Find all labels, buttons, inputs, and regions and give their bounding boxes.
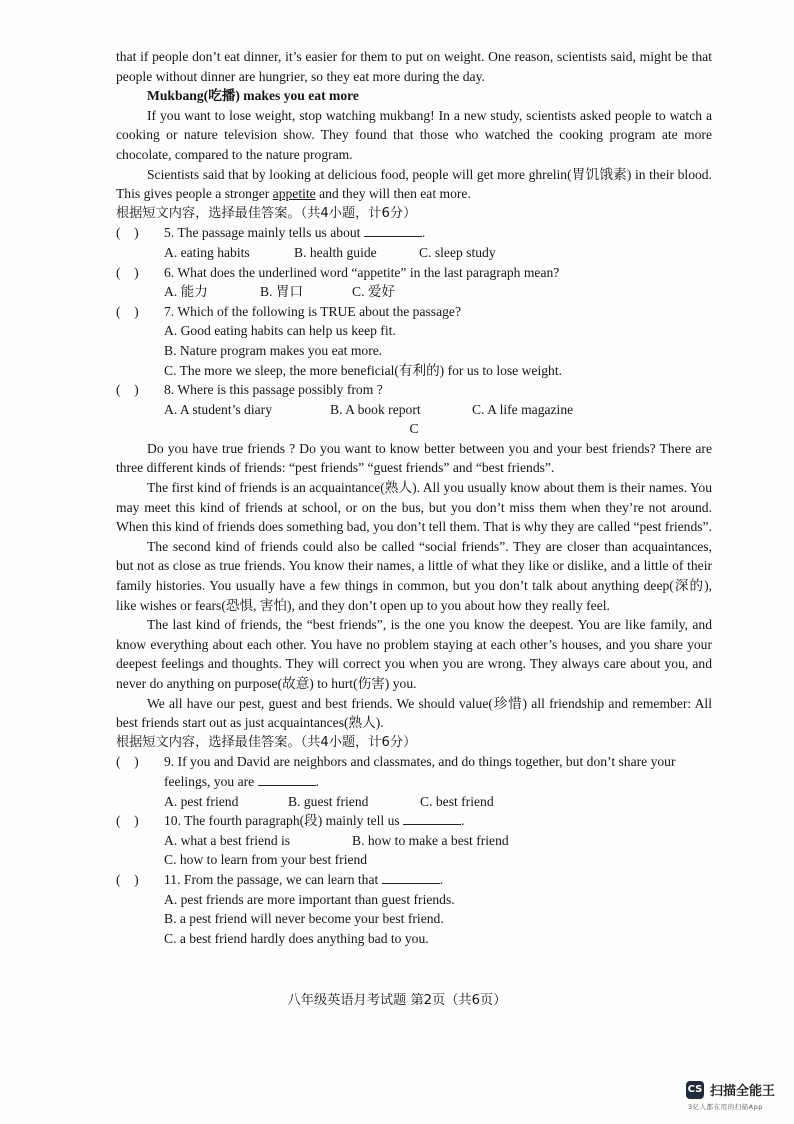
- question-stem: 8. Where is this passage possibly from ?: [164, 382, 383, 398]
- passage-c-paragraph-5: We all have our pest, guest and best friends. We should value(珍惜) all friendship and remember: All best friends start out as just acquaintances(熟人).: [116, 695, 712, 731]
- question-10: [116, 811, 712, 870]
- passage-c-paragraph-3: The second kind of friends could also be called “social friends”. They are closer than acquaintances, but not as close as true friends. You know their names, a little of what they like or dislike, and a little of their family histories. You usually have a few things in common, but you don’t talk about anything deep(深的), like wishes or fears(恐惧, 害怕), and they don’t open up to you about how they really feel.: [116, 538, 712, 613]
- option-a: A. pest friends are more important than guest friends.: [164, 891, 455, 907]
- question-7: [116, 302, 712, 380]
- passage-b-heading: Mukbang(吃播) makes you eat more: [147, 88, 359, 104]
- option-c: C. A life magazine: [472, 401, 574, 417]
- page-footer: 八年级英语月考试题 第2页（共6页）: [287, 993, 507, 1008]
- answer-paren[interactable]: ( ): [116, 754, 139, 770]
- option-c: C. 爱好: [352, 284, 396, 300]
- passage-c-paragraph-2: The first kind of friends is an acquaintance(熟人). All you usually know about them is their names. You may meet this kind of friends at school, or on the bus, but you don’t miss them when they’re not around. When this kind of friends does something bad, you don’t tell them. That is why they are called “pest friends”.: [116, 480, 712, 535]
- cs-logo-icon: CS: [686, 1081, 704, 1099]
- option-a: A. 能力: [164, 284, 208, 300]
- option-a: A. eating habits: [164, 244, 250, 260]
- passage-c-paragraph-1: Do you have true friends ? Do you want to know better between you and your best friends? There are three different kinds of friends: “pest friends” “guest friends” and “best friends”.: [116, 440, 712, 476]
- option-a: A. Good eating habits can help us keep fit.: [164, 323, 396, 339]
- passage-b-paragraph-1: If you want to lose weight, stop watching mukbang! In a new study, scientists asked people to watch a cooking or nature television show. They found that those who watched the cooking program ate more chocolate, compared to the nature program.: [116, 107, 712, 162]
- answer-blank: [403, 812, 461, 825]
- answer-paren[interactable]: ( ): [116, 382, 139, 398]
- answer-paren[interactable]: ( ): [116, 871, 139, 887]
- option-b: B. A book report: [330, 401, 421, 417]
- question-5: [116, 223, 712, 262]
- instructions-b: 根据短文内容，选择最佳答案。（共4小题，计6分）: [116, 205, 417, 221]
- answer-paren[interactable]: ( ): [116, 303, 139, 319]
- question-stem: 9. If you and David are neighbors and classmates, and do things together, but don’t share your feelings, you are .: [164, 754, 676, 789]
- option-a: A. what a best friend is: [164, 832, 291, 848]
- answer-paren[interactable]: ( ): [116, 264, 139, 280]
- question-stem: 6. What does the underlined word “appetite” in the last paragraph mean?: [164, 264, 560, 280]
- p2-text-before: Scientists said that by looking at delicious food, people will get more ghrelin(胃饥饿素) in their blood. This gives people a stronger: [116, 166, 712, 202]
- p2-text-after: and they will then eat more.: [315, 186, 471, 202]
- answer-blank: [382, 871, 440, 884]
- instructions-c: 根据短文内容，选择最佳答案。（共4小题，计6分）: [116, 734, 417, 750]
- underlined-word-appetite: appetite: [272, 186, 316, 202]
- option-c: C. sleep study: [419, 244, 496, 260]
- answer-paren[interactable]: ( ): [116, 813, 139, 829]
- option-b: B. guest friend: [288, 793, 369, 809]
- option-b: B. health guide: [294, 244, 377, 260]
- question-stem: 7. Which of the following is TRUE about the passage?: [164, 303, 461, 319]
- page-content: [116, 47, 712, 948]
- answer-blank: [258, 773, 316, 786]
- question-stem: 5. The passage mainly tells us about .: [164, 225, 426, 241]
- option-a: A. pest friend: [164, 793, 239, 809]
- question-9: [116, 752, 712, 811]
- option-a: A. A student’s diary: [164, 401, 272, 417]
- option-c: C. how to learn from your best friend: [164, 852, 368, 868]
- question-stem: 11. From the passage, we can learn that .: [164, 871, 444, 887]
- scanner-tagline: 3亿人都在用的扫描App: [688, 1103, 763, 1111]
- camscanner-logo: [686, 1080, 775, 1099]
- option-b: B. how to make a best friend: [352, 832, 509, 848]
- option-b: B. a pest friend will never become your best friend.: [164, 911, 444, 927]
- option-c: C. best friend: [420, 793, 494, 809]
- question-stem: 10. The fourth paragraph(段) mainly tell us .: [164, 813, 465, 829]
- question-11: [116, 870, 712, 948]
- option-b: B. 胃口: [260, 284, 304, 300]
- question-6: [116, 263, 712, 302]
- option-c: C. The more we sleep, the more beneficial(有利的) for us to lose weight.: [164, 362, 563, 378]
- option-b: B. Nature program makes you eat more.: [164, 342, 383, 358]
- option-c: C. a best friend hardly does anything bad to you.: [164, 930, 429, 946]
- passage-b-continuation: that if people don’t eat dinner, it’s easier for them to put on weight. One reason, scientists said, might be that people without dinner are hungrier, so they eat more during the day.: [116, 49, 712, 84]
- passage-b-paragraph-2: [116, 165, 712, 204]
- answer-blank: [364, 224, 422, 237]
- question-8: [116, 380, 712, 419]
- section-c-label: C: [409, 421, 419, 437]
- scanner-app-name: 扫描全能王: [710, 1084, 776, 1099]
- passage-c-paragraph-4: The last kind of friends, the “best friends”, is the one you know the deepest. You are like family, and know everything about each other. You have no problem staying at each other’s houses, and you share your deepest feelings and thoughts. They will correct you when you are wrong. They always care about you, and never do anything on purpose(故意) to hurt(伤害) you.: [116, 617, 712, 691]
- answer-paren[interactable]: ( ): [116, 225, 139, 241]
